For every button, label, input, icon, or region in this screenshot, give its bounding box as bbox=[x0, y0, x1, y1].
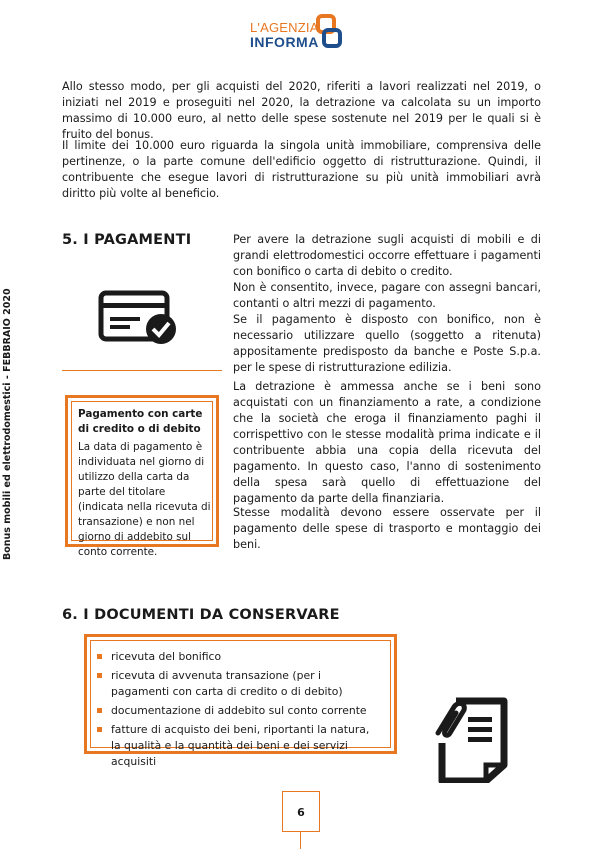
bullet-icon bbox=[97, 673, 102, 678]
payment-paragraph: La detrazione è ammessa anche se i beni sono acquistati con un finanziamento a rate, a condizione che la società che eroga il finanziamento paghi il corrispettivo con le stesse modalità prima indicate e il contribuente abbia una copia della ricevuta del pagamento. In questo caso, l'anno di sostenimento della spesa sarà quello di effettuazione del pagamento da parte della finanziaria. bbox=[233, 380, 541, 505]
side-document-label: Bonus mobili ed elettrodomestici - FEBBRAIO 2020 bbox=[2, 288, 13, 560]
page-number: 6 bbox=[282, 791, 320, 832]
list-item-text: ricevuta del bonifico bbox=[111, 650, 222, 663]
payment-paragraph: Se il pagamento è disposto con bonifico, non è necessario utilizzare quello (soggetto a ritenuta) appositamente predisposto da banche e Poste S.p.a. per le spese di ristrutturazione edilizia. bbox=[233, 313, 541, 374]
list-item-text: ricevuta di avvenuta transazione (per i pagamenti con carta di credito o di debito) bbox=[111, 669, 343, 698]
section-6-heading: 6. I DOCUMENTI DA CONSERVARE bbox=[62, 607, 340, 623]
page-number-line bbox=[300, 832, 301, 849]
documents-list bbox=[97, 649, 377, 773]
intro-paragraph-2: Il limite dei 10.000 euro riguarda la singola unità immobiliare, comprensiva delle pertinenze, o la parte comune dell'edificio oggetto di ristrutturazione. Quindi, il contribuente che esegue lavori di ristrutturazione su più unità immobiliari avrà diritto più volte al beneficio. bbox=[62, 139, 541, 200]
list-item-text: fatture di acquisto dei beni, riportanti la natura, la qualità e la quantità dei beni e dei servizi acquisiti bbox=[111, 723, 370, 768]
section-5-heading: 5. I PAGAMENTI bbox=[62, 232, 192, 248]
logo-mark-icon bbox=[314, 14, 344, 50]
logo-line1: L'AGENZIA bbox=[250, 20, 319, 35]
credit-card-check-icon bbox=[98, 290, 178, 350]
bullet-icon bbox=[97, 708, 102, 713]
intro-paragraph-1: Allo stesso modo, per gli acquisti del 2020, riferiti a lavori realizzati nel 2019, o iniziati nel 2019 e proseguiti nel 2020, la detrazione va calcolata su un importo massimo di 10.000 euro, al netto delle spese sostenute nel 2019 per le quali si è fruito del bonus. bbox=[62, 80, 541, 141]
card-payment-info-box bbox=[65, 395, 219, 558]
section-5-divider bbox=[62, 370, 222, 371]
list-item bbox=[97, 722, 377, 770]
list-item bbox=[97, 649, 377, 665]
list-item bbox=[97, 703, 377, 719]
payment-paragraph: Stesse modalità devono essere osservate per il pagamento delle spese di trasporto e montaggio dei beni. bbox=[233, 506, 541, 551]
bullet-icon bbox=[97, 654, 102, 659]
card-payment-text: La data di pagamento è individuata nel giorno di utilizzo della carta da parte del titolare (indicata nella ricevuta di transazione) e non nel giorno di addebito sul conto corrente. bbox=[78, 441, 211, 558]
agenzia-informa-logo bbox=[250, 14, 346, 54]
card-payment-title: Pagamento con carte di credito o di debito bbox=[78, 408, 203, 435]
payment-paragraph: Per avere la detrazione sugli acquisti di mobili e di grandi elettrodomestici occorre effettuare i pagamenti con bonifico o carta di debito o credito. bbox=[233, 233, 541, 278]
documents-list-box bbox=[84, 634, 397, 768]
bullet-icon bbox=[97, 727, 102, 732]
list-item-text: documentazione di addebito sul conto corrente bbox=[111, 704, 367, 717]
list-item bbox=[97, 668, 377, 700]
payment-paragraph: Non è consentito, invece, pagare con assegni bancari, contanti o altri mezzi di pagamento. bbox=[233, 281, 541, 310]
logo-line2: INFORMA bbox=[250, 34, 319, 50]
paperclip-document-icon bbox=[428, 693, 508, 787]
